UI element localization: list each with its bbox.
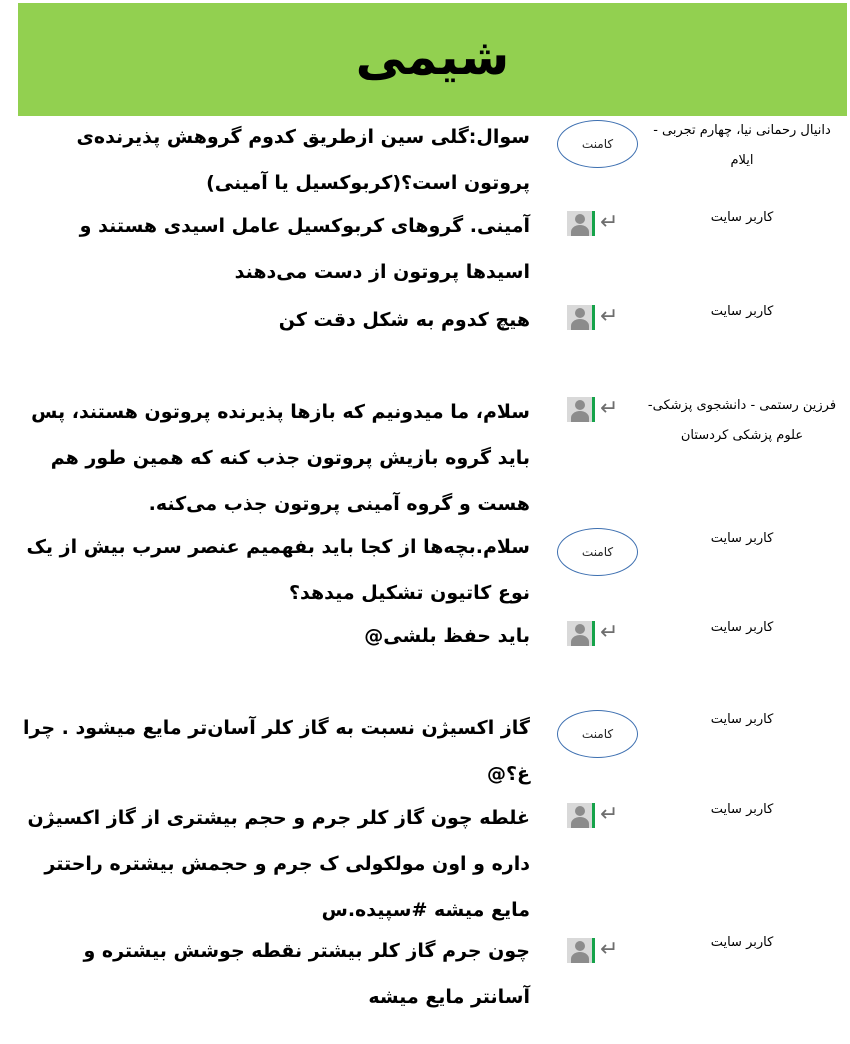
comment-text: باید حفظ بلشی@ — [364, 625, 530, 647]
comment-author: کاربر سایت — [710, 935, 774, 950]
reply-arrow-icon[interactable]: ↵ — [600, 802, 619, 827]
comment-author: کاربر سایت — [710, 620, 774, 635]
comment-author: فرزین رستمی - دانشجوی پزشکی- علوم پزشکی کردستان — [647, 398, 837, 443]
user-avatar-icon — [567, 211, 595, 236]
comment-text: چون جرم گاز کلر بیشتر نقطه جوشش بیشتره و آسانتر مایع میشه — [83, 940, 530, 1008]
comment-author: کاربر سایت — [710, 712, 774, 727]
comment-button[interactable]: کامنت — [557, 120, 638, 168]
reply-arrow-icon[interactable]: ↵ — [600, 396, 619, 421]
comment-button[interactable]: کامنت — [557, 710, 638, 758]
comment-text: سلام.بچه‌ها از کجا باید بفهمیم عنصر سرب بیش از یک نوع کاتیون تشکیل میدهد؟ — [26, 536, 530, 604]
page-header — [18, 3, 847, 116]
comment-author: کاربر سایت — [710, 531, 774, 546]
reply-arrow-icon[interactable]: ↵ — [600, 620, 619, 645]
reply-control[interactable] — [567, 936, 631, 964]
comment-text: گاز اکسیژن نسبت به گاز کلر آسان‌تر مایع میشود . چرا غ؟@ — [23, 717, 530, 785]
reply-control[interactable] — [567, 619, 631, 647]
comment-author: دانیال رحمانی نیا، چهارم تجربی - ایلام — [653, 123, 831, 168]
comment-text: هیچ کدوم به شکل دقت کن — [278, 309, 530, 331]
user-avatar-icon — [567, 305, 595, 330]
page-title: شیمی — [355, 27, 510, 86]
reply-arrow-icon[interactable]: ↵ — [600, 304, 619, 329]
comment-author: کاربر سایت — [710, 304, 774, 319]
comment-text: غلطه چون گاز کلر جرم و حجم بیشتری از گاز اکسیژن داره و اون مولکولی ک جرم و حجمش بیشتره راحتتر مایع میشه #سپیده.س — [27, 807, 530, 921]
comment-text: سوال:گلی سین ازطریق کدوم گروهش پذیرنده‌ی پروتون است؟(کربوکسیل یا آمینی) — [76, 126, 530, 194]
reply-arrow-icon[interactable]: ↵ — [600, 210, 619, 235]
comment-author: کاربر سایت — [710, 210, 774, 225]
comment-text: آمینی. گروهای کربوکسیل عامل اسیدی هستند و اسیدها پروتون از دست می‌دهند — [79, 215, 530, 283]
user-avatar-icon — [567, 621, 595, 646]
reply-control[interactable] — [567, 395, 631, 423]
user-avatar-icon — [567, 938, 595, 963]
reply-control[interactable] — [567, 801, 631, 829]
comment-button[interactable]: کامنت — [557, 528, 638, 576]
reply-control[interactable] — [567, 303, 631, 331]
reply-control[interactable] — [567, 209, 631, 237]
comment-text: سلام، ما میدونیم که بازها پذیرنده پروتون هستند، پس باید گروه بازیش پروتون جذب کنه که همین طور هم هست و گروه آمینی پروتون جذب می‌کنه. — [31, 401, 530, 515]
user-avatar-icon — [567, 397, 595, 422]
user-avatar-icon — [567, 803, 595, 828]
comment-author: کاربر سایت — [710, 802, 774, 817]
reply-arrow-icon[interactable]: ↵ — [600, 937, 619, 962]
